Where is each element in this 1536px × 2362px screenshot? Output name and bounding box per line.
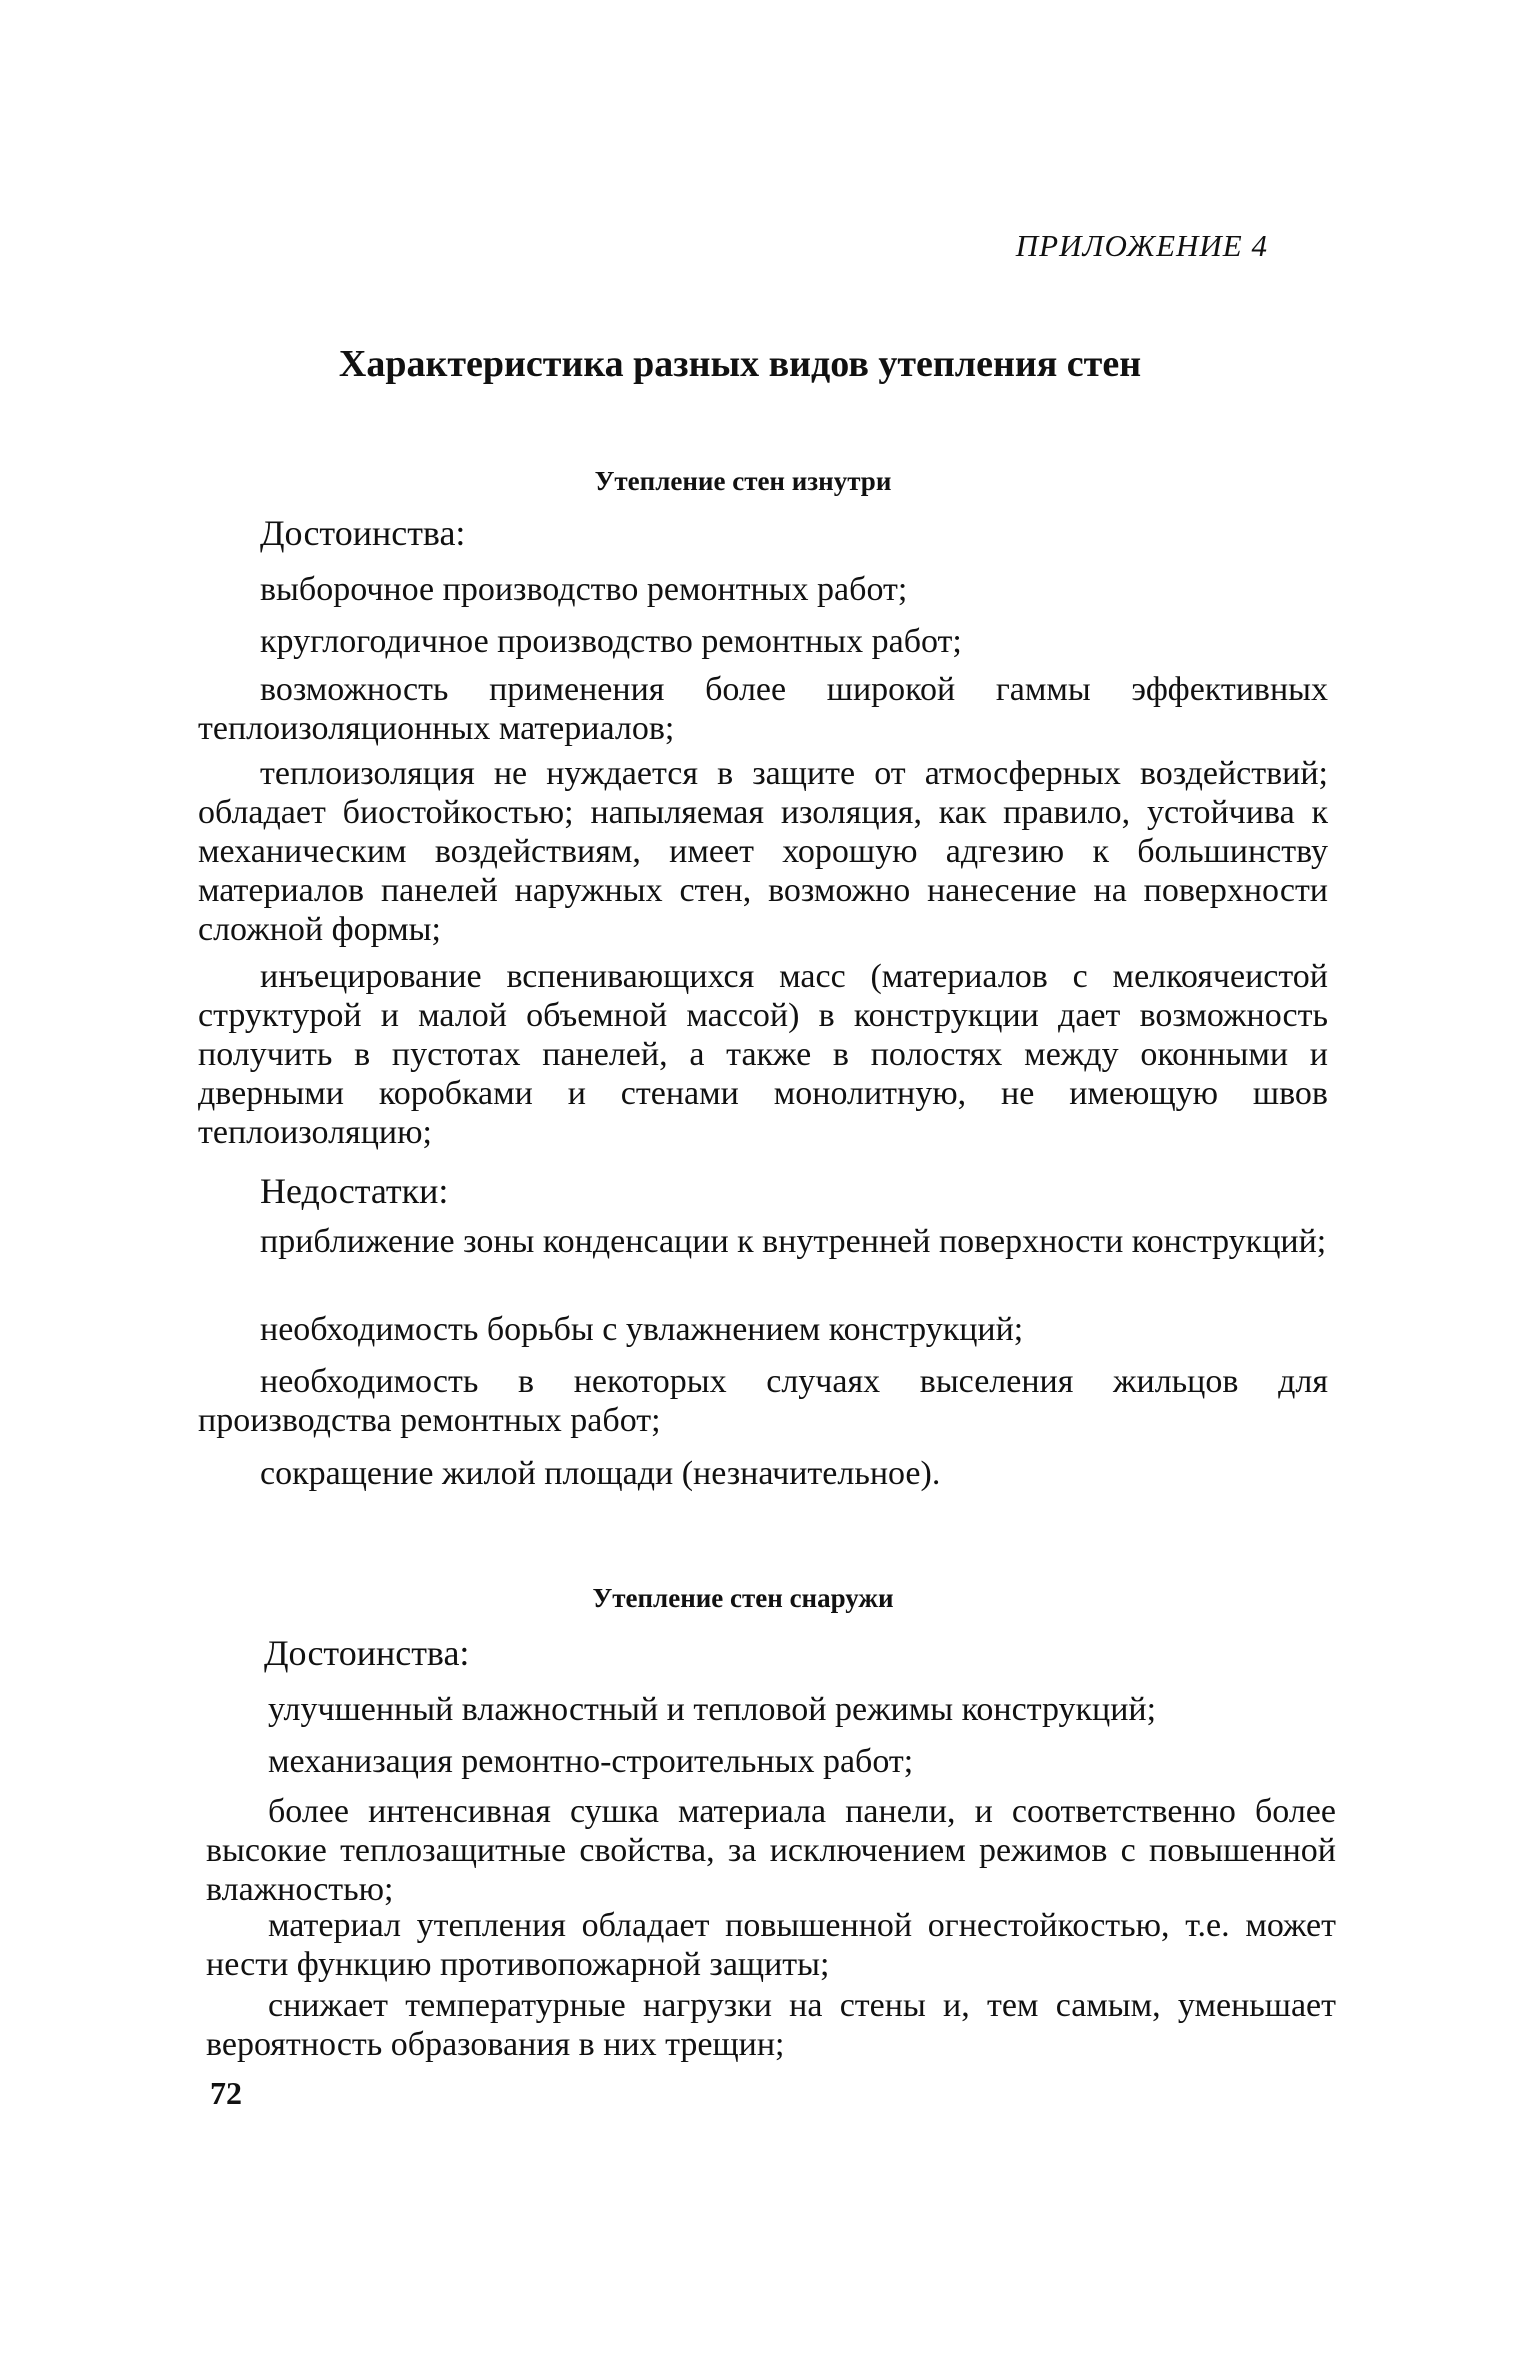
list-item: более интенсивная сушка материала панели, и соответственно более высокие теплозащитные свойства, за исключением режимов с повышенной влажностью; — [206, 1793, 1336, 1908]
list-item: теплоизоляция не нуждается в защите от атмосферных воздействий; обладает биостойкостью; напыляемая изоляция, как правило, устойчива к механическим воздействиям, имеет хорошую адгезию к большинству материалов панелей наружных стен, возможно нанесение на поверхности сложной формы; — [198, 755, 1328, 948]
appendix-label: ПРИЛОЖЕНИЕ 4 — [1015, 228, 1268, 263]
list-item: инъецирование вспенивающихся масс (материалов с мелкоячеистой структурой и малой объемной массой) в конструкции дает возможность получить в пустотах панелей, а также в полостях между оконными и дверными коробками и стенами монолитную, не имеющую швов теплоизоляцию; — [198, 958, 1328, 1151]
list-item: необходимость в некоторых случаях выселения жильцов для производства ремонтных работ; — [198, 1363, 1328, 1439]
list-item: снижает температурные нагрузки на стены и, тем самым, уменьшает вероятность образования в них трещин; — [206, 1987, 1336, 2063]
list-item: материал утепления обладает повышенной огнестойкостью, т.е. может нести функцию противопожарной защиты; — [206, 1907, 1336, 1983]
section-heading-inside: Утепление стен изнутри — [594, 466, 892, 496]
list-item: улучшенный влажностный и тепловой режимы конструкций; — [268, 1691, 1157, 1728]
advantages-label-inside: Достоинства: — [260, 513, 466, 553]
list-item: выборочное производство ремонтных работ; — [260, 571, 908, 608]
list-item: круглогодичное производство ремонтных работ; — [260, 623, 962, 660]
page-title: Характеристика разных видов утепления стен — [338, 343, 1142, 385]
list-item: сокращение жилой площади (незначительное). — [260, 1455, 941, 1492]
list-item: необходимость борьбы с увлажнением конструкций; — [260, 1311, 1024, 1348]
list-item: механизация ремонтно-строительных работ; — [268, 1743, 914, 1780]
disadvantages-label-inside: Недостатки: — [260, 1171, 449, 1211]
list-item: возможность применения более широкой гаммы эффективных теплоизоляционных материалов; — [198, 671, 1328, 747]
advantages-label-outside: Достоинства: — [264, 1633, 470, 1673]
section-heading-outside: Утепление стен снаружи — [592, 1583, 894, 1613]
page-number: 72 — [210, 2075, 242, 2111]
list-item: приближение зоны конденсации к внутренней поверхности конструкций; — [260, 1223, 1327, 1260]
